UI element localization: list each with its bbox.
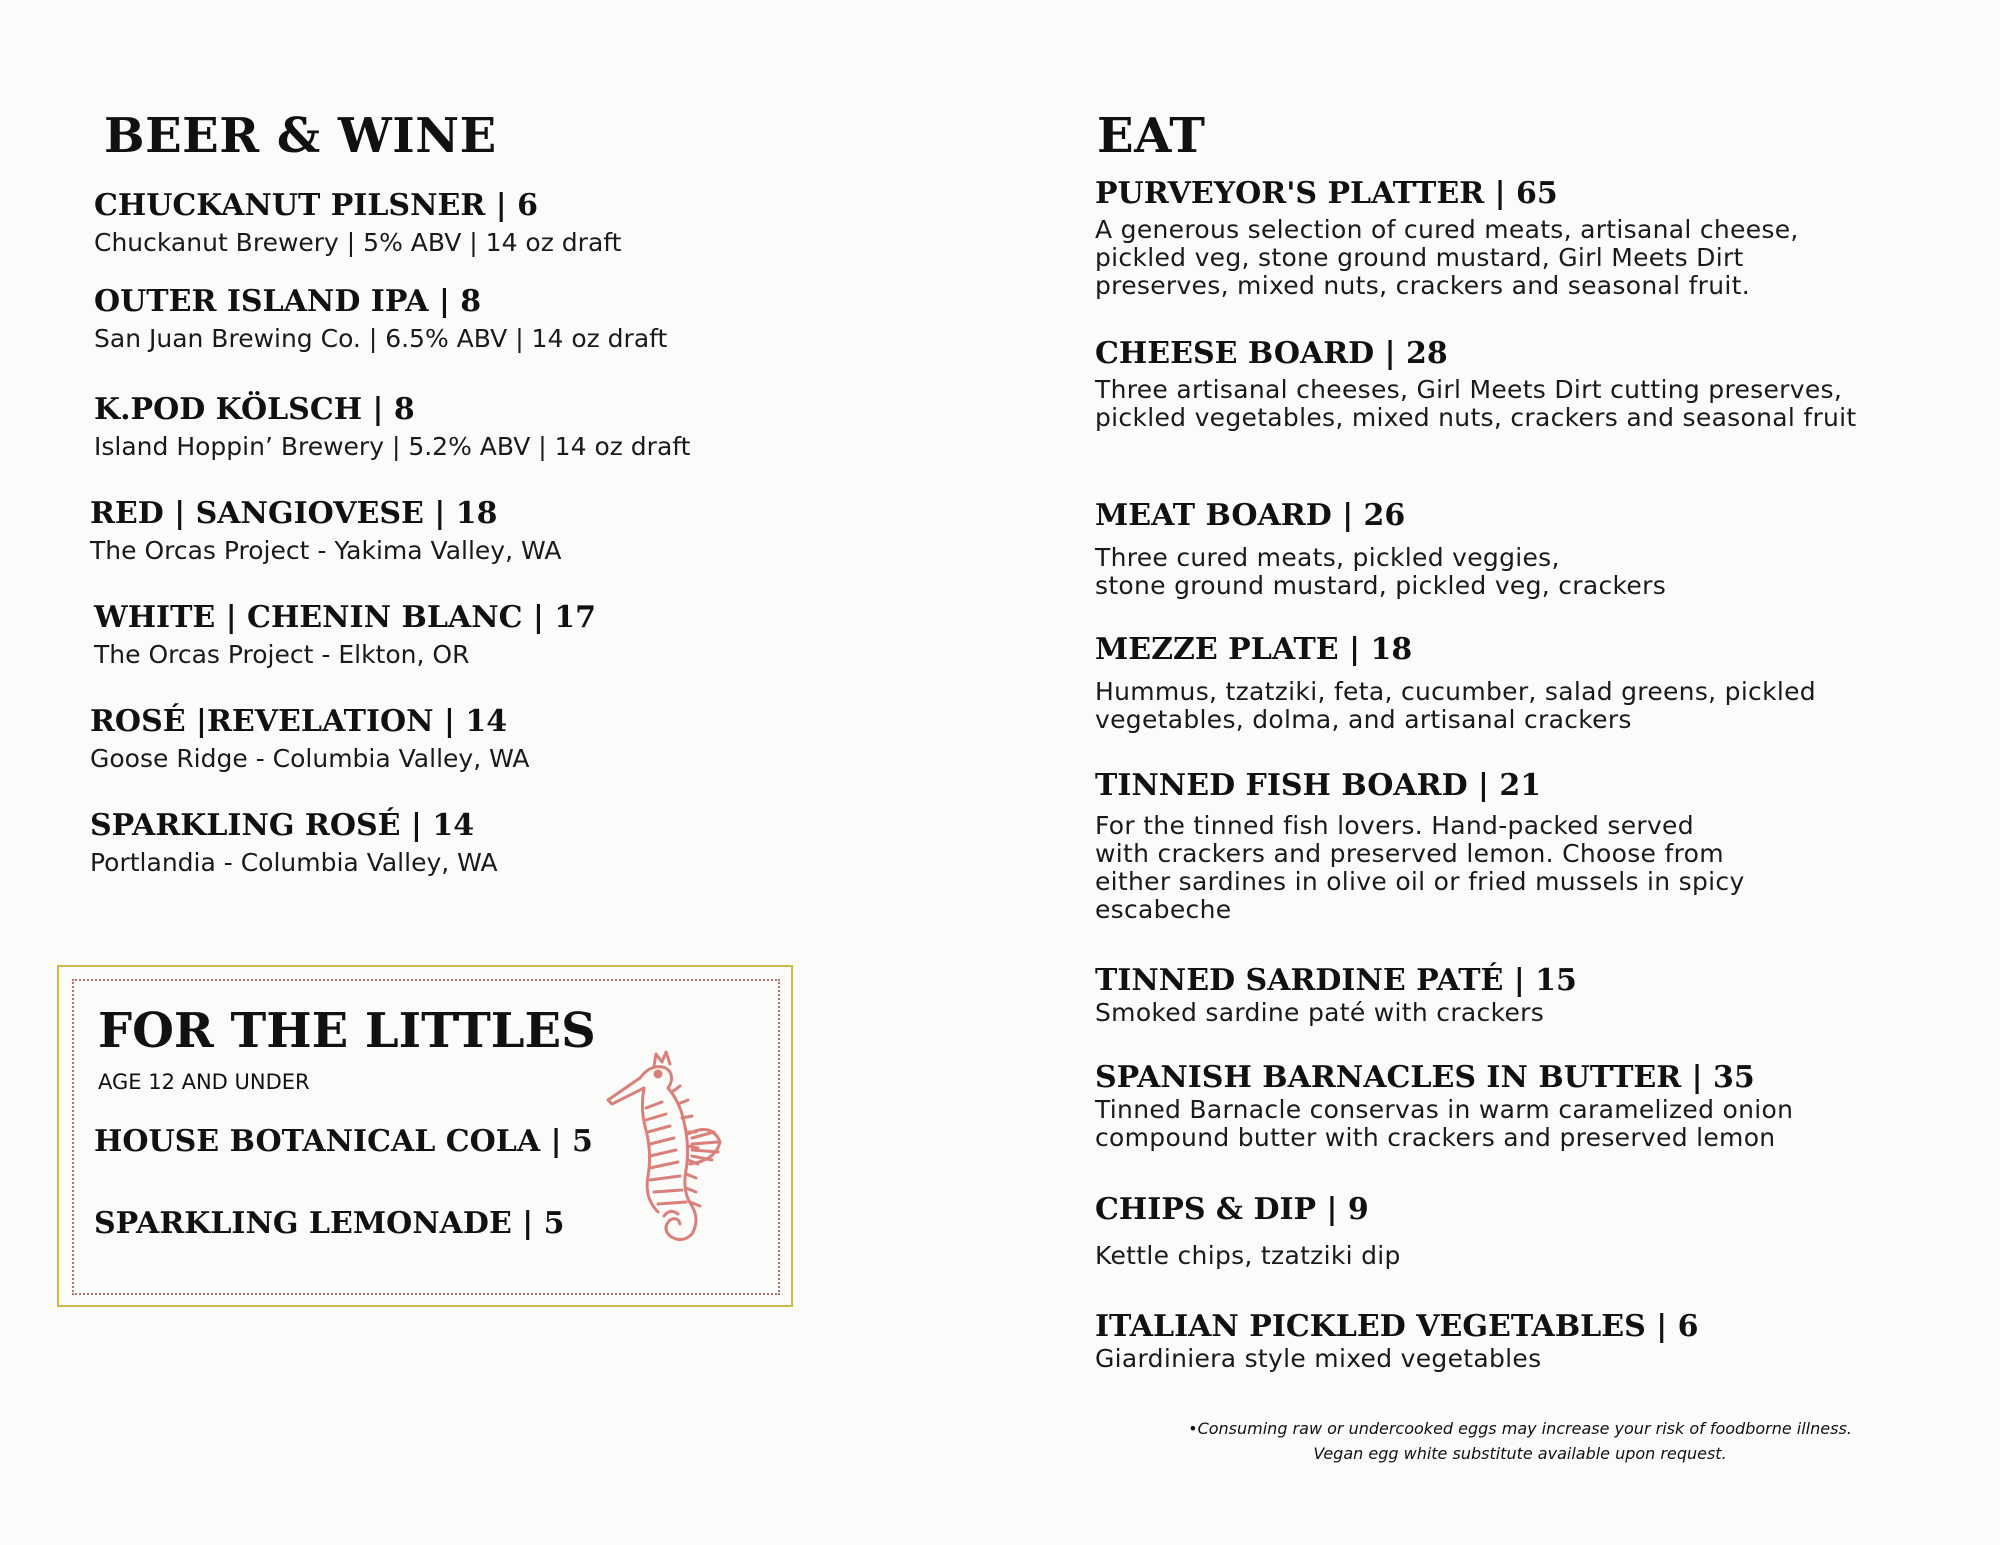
item-description: Smoked sardine paté with crackers xyxy=(1095,998,1545,1027)
item-name: ROSÉ |REVELATION | 14 xyxy=(90,704,508,739)
item-description: Hummus, tzatziki, feta, cucumber, salad greens, pickled vegetables, dolma, and artisanal crackers xyxy=(1095,677,1816,734)
item-name: PURVEYOR'S PLATTER | 65 xyxy=(1095,176,1558,211)
menu-item xyxy=(1095,336,1857,432)
item-description: Three cured meats, pickled veggies, stone ground mustard, pickled veg, crackers xyxy=(1095,543,1667,600)
menu-item xyxy=(1095,963,1577,1027)
item-name: OUTER ISLAND IPA | 8 xyxy=(94,284,482,319)
menu-item xyxy=(1095,1309,1698,1373)
littles-heading: FOR THE LITTLES xyxy=(98,1003,596,1059)
menu-item xyxy=(1095,768,1745,924)
item-description: Three artisanal cheeses, Girl Meets Dirt cutting preserves, pickled vegetables, mixed nuts, crackers and seasonal fruit xyxy=(1095,375,1857,432)
item-description: Goose Ridge - Columbia Valley, WA xyxy=(90,744,530,773)
footnote-line: Vegan egg white substitute available upon request. xyxy=(1313,1444,1727,1463)
item-name: TINNED SARDINE PATÉ | 15 xyxy=(1095,963,1577,998)
menu-item xyxy=(1095,176,1799,300)
footnote xyxy=(1120,1416,1920,1466)
item-name: WHITE | CHENIN BLANC | 17 xyxy=(94,600,597,635)
item-description: Portlandia - Columbia Valley, WA xyxy=(90,848,498,877)
item-description: Island Hoppin’ Brewery | 5.2% ABV | 14 oz draft xyxy=(94,432,691,461)
item-description: Chuckanut Brewery | 5% ABV | 14 oz draft xyxy=(94,228,622,257)
item-description: Giardiniera style mixed vegetables xyxy=(1095,1344,1542,1373)
item-description: San Juan Brewing Co. | 6.5% ABV | 14 oz draft xyxy=(94,324,668,353)
item-name: K.POD KÖLSCH | 8 xyxy=(94,392,415,427)
item-description: For the tinned fish lovers. Hand-packed served with crackers and preserved lemon. Choose from either sardines in olive oil or fried mussels in spicy escabeche xyxy=(1095,811,1745,924)
eat-heading: EAT xyxy=(1097,108,1206,164)
item-name: RED | SANGIOVESE | 18 xyxy=(90,496,498,531)
item-description: Kettle chips, tzatziki dip xyxy=(1095,1241,1401,1270)
item-description: The Orcas Project - Yakima Valley, WA xyxy=(90,536,562,565)
menu-item xyxy=(1095,632,1816,734)
seahorse-illustration xyxy=(600,1030,730,1250)
littles-item: SPARKLING LEMONADE | 5 xyxy=(94,1206,565,1241)
menu-item xyxy=(90,496,561,565)
item-name: CHUCKANUT PILSNER | 6 xyxy=(94,188,538,223)
item-name: MEZZE PLATE | 18 xyxy=(1095,632,1413,667)
menu-item xyxy=(94,188,621,257)
item-name: MEAT BOARD | 26 xyxy=(1095,498,1406,533)
item-name: TINNED FISH BOARD | 21 xyxy=(1095,768,1542,803)
menu-item xyxy=(1095,1192,1401,1270)
menu-item xyxy=(1095,1060,1793,1152)
item-name: SPANISH BARNACLES IN BUTTER | 35 xyxy=(1095,1060,1755,1095)
item-description: The Orcas Project - Elkton, OR xyxy=(94,640,470,669)
littles-subtitle: AGE 12 AND UNDER xyxy=(98,1070,310,1094)
item-description: Tinned Barnacle conservas in warm caramelized onion compound butter with crackers and preserved lemon xyxy=(1095,1095,1794,1152)
menu-item xyxy=(1095,498,1666,600)
footnote-line: •Consuming raw or undercooked eggs may increase your risk of foodborne illness. xyxy=(1188,1419,1852,1438)
menu-item xyxy=(94,392,690,461)
item-description: A generous selection of cured meats, artisanal cheese, pickled veg, stone ground mustard, Girl Meets Dirt preserves, mixed nuts, crackers and seasonal fruit. xyxy=(1095,215,1799,300)
menu-item xyxy=(94,284,667,353)
beer-wine-heading: BEER & WINE xyxy=(104,108,497,164)
littles-item: HOUSE BOTANICAL COLA | 5 xyxy=(94,1124,593,1159)
item-name: CHIPS & DIP | 9 xyxy=(1095,1192,1369,1227)
menu-item xyxy=(90,808,498,877)
item-name: ITALIAN PICKLED VEGETABLES | 6 xyxy=(1095,1309,1699,1344)
item-name: SPARKLING ROSÉ | 14 xyxy=(90,808,475,843)
item-name: CHEESE BOARD | 28 xyxy=(1095,336,1448,371)
menu-item xyxy=(94,600,596,669)
menu-item xyxy=(90,704,530,773)
